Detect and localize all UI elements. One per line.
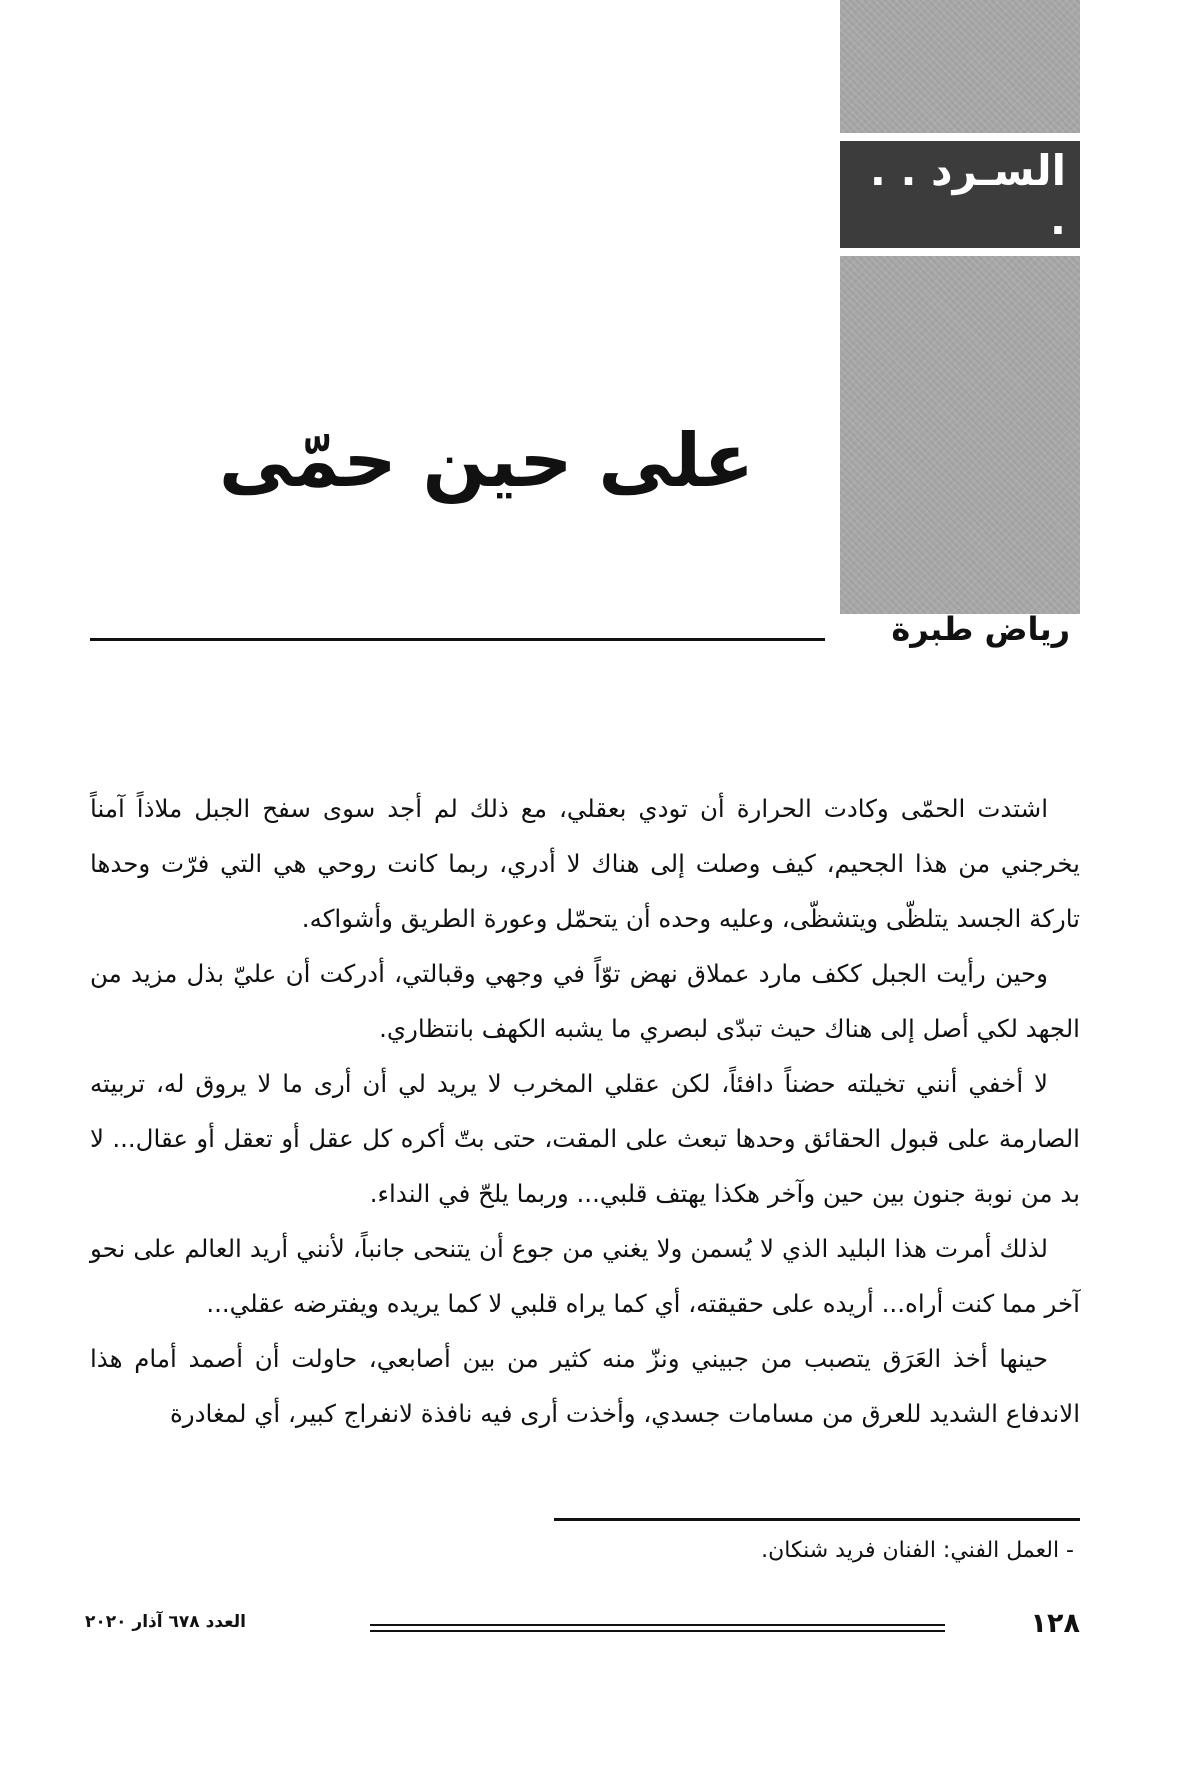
author-name: رياض طبرة — [891, 610, 1070, 648]
footnote: - العمل الفني: الفنان فريد شنكان. — [761, 1538, 1074, 1563]
decorative-gray-block-bottom — [840, 256, 1080, 614]
decorative-gray-block-top — [840, 0, 1080, 133]
article-body — [90, 781, 1080, 1441]
paragraph: وحين رأيت الجبل ككف مارد عملاق نهض توّاً في وجهي وقبالتي، أدركت أن عليّ بذل مزيد من الجهد لكي أصل إلى هناك حيث تبدّى لبصري ما يشبه الكهف بانتظاري. — [90, 959, 1080, 1043]
issue-info: العدد ٦٧٨ آذار ٢٠٢٠ — [85, 1612, 246, 1632]
page-footer — [85, 1608, 1080, 1648]
section-label — [840, 141, 1080, 248]
page-number: ١٢٨ — [1030, 1608, 1080, 1639]
paragraph: لا أخفي أنني تخيلته حضناً دافئاً، لكن عقلي المخرب لا يريد لي أن أرى ما لا يروق له، تربيته الصارمة على قبول الحقائق وحدها تبعث على المقت، حتى بتّ أكره كل عقل أو تعقل أو عقال... لا بد من نوبة جنون بين حين وآخر هكذا يهتف قلبي... وربما يلحّ في النداء. — [90, 1069, 1080, 1208]
paragraph: اشتدت الحمّى وكادت الحرارة أن تودي بعقلي، مع ذلك لم أجد سوى سفح الجبل ملاذاً آمناً يخرجني من هذا الجحيم، كيف وصلت إلى هناك لا أدري، ربما كانت روحي هي التي فرّت وحدها تاركة الجسد يتلظّى ويتشظّى، وعليه وحده أن يتحمّل وعورة الطريق وأشواكه. — [90, 794, 1080, 933]
section-label-text: السـرد . . . — [869, 145, 1066, 244]
author-divider — [90, 638, 825, 641]
author-row — [90, 610, 1080, 670]
footnote-divider — [554, 1518, 1080, 1521]
paragraph: حينها أخذ العَرَق يتصبب من جبيني ونزّ منه كثير من بين أصابعي، حاولت أن أصمد أمام هذا الاندفاع الشديد للعرق من مسامات جسدي، وأخذت أرى فيه نافذة لانفراج كبير، أي لمغادرة — [90, 1344, 1080, 1428]
paragraph: لذلك أمرت هذا البليد الذي لا يُسمن ولا يغني من جوع أن يتنحى جانباً، لأنني أريد العالم على نحو آخر مما كنت أراه... أريده على حقيقته، أي كما يراه قلبي لا كما يريده ويفترضه عقلي... — [90, 1234, 1080, 1318]
footer-divider — [370, 1624, 945, 1626]
footer-divider — [370, 1630, 945, 1632]
article-title: على حين حمّى — [218, 418, 754, 504]
